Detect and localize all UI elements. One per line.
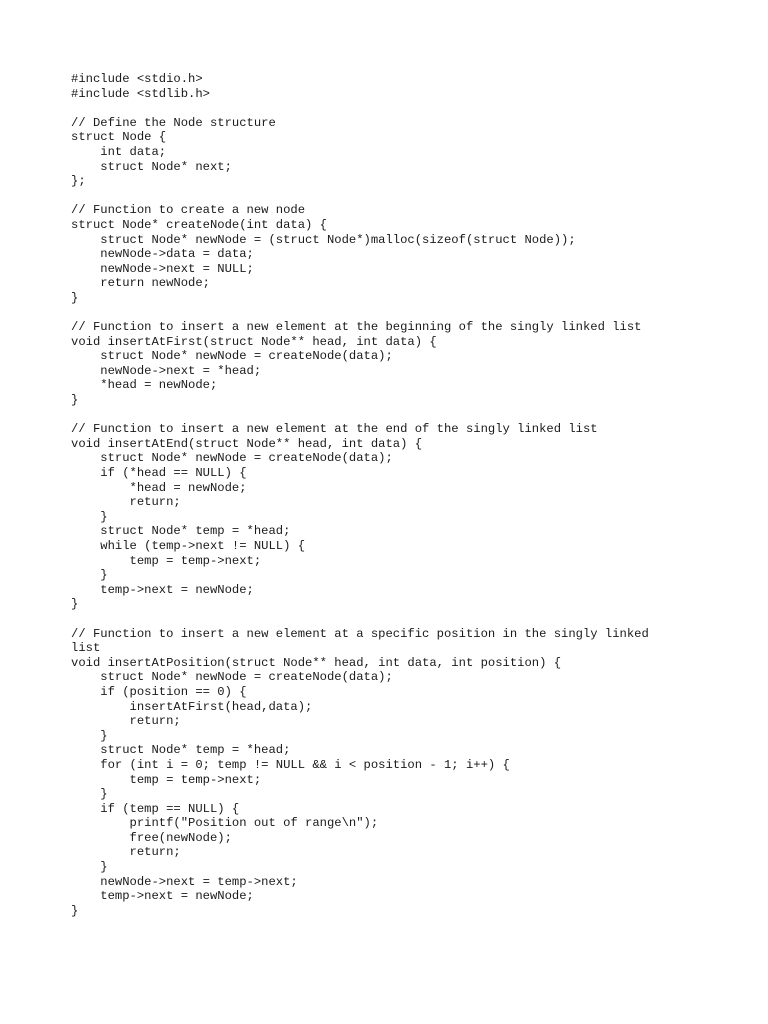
code-line: free(newNode);: [71, 830, 232, 845]
code-line: temp = temp->next;: [71, 553, 262, 568]
code-line: struct Node* newNode = createNode(data);: [71, 349, 393, 364]
code-line: for (int i = 0; temp != NULL && i < position - 1; i++) {: [71, 757, 510, 772]
code-line: return;: [71, 495, 181, 510]
code-line: #include <stdlib.h>: [71, 86, 210, 101]
code-line: struct Node* next;: [71, 159, 232, 174]
code-line: if (temp == NULL) {: [71, 801, 240, 816]
code-line: // Define the Node structure: [71, 115, 276, 130]
code-line: }: [71, 597, 79, 612]
code-line: int data;: [71, 144, 167, 159]
code-line: if (position == 0) {: [71, 684, 247, 699]
code-line: return;: [71, 845, 181, 860]
code-line: [71, 189, 649, 204]
code-line: struct Node {: [71, 130, 167, 145]
code-line: return newNode;: [71, 276, 210, 291]
code-line: struct Node* createNode(int data) {: [71, 217, 327, 232]
code-line: }: [71, 393, 79, 408]
code-line: insertAtFirst(head,data);: [71, 699, 313, 714]
code-line: temp = temp->next;: [71, 772, 262, 787]
code-line: struct Node* newNode = createNode(data);: [71, 451, 393, 466]
code-line: newNode->next = *head;: [71, 363, 262, 378]
code-line: if (*head == NULL) {: [71, 466, 247, 481]
code-line: struct Node* temp = *head;: [71, 743, 291, 758]
code-line: struct Node* temp = *head;: [71, 524, 291, 539]
code-line: // Function to insert a new element at the end of the singly linked list: [71, 422, 598, 437]
code-line: }: [71, 860, 108, 875]
code-line: temp->next = newNode;: [71, 582, 254, 597]
code-line: while (temp->next != NULL) {: [71, 539, 306, 553]
code-line: printf("Position out of range\n");: [71, 816, 379, 831]
code-line: #include <stdio.h>: [71, 72, 203, 86]
code-line: [71, 101, 649, 116]
code-line: }: [71, 568, 108, 583]
code-line: return;: [71, 714, 181, 729]
code-line: newNode->next = temp->next;: [71, 874, 298, 889]
code-line: // Function to insert a new element at a specific position in the singly linked: [71, 626, 649, 641]
code-line: struct Node* newNode = createNode(data);: [71, 670, 393, 685]
code-line: [71, 408, 649, 423]
code-line: struct Node* newNode = (struct Node*)malloc(sizeof(struct Node));: [71, 232, 576, 247]
code-line: void insertAtEnd(struct Node** head, int data) {: [71, 436, 423, 451]
code-line: }: [71, 509, 108, 524]
code-block: [71, 72, 649, 918]
code-line: }: [71, 290, 79, 305]
code-line: // Function to create a new node: [71, 203, 306, 218]
code-line: newNode->next = NULL;: [71, 261, 254, 276]
code-line: temp->next = newNode;: [71, 889, 254, 904]
code-line: // Function to insert a new element at the beginning of the singly linked list: [71, 320, 642, 335]
code-line: }: [71, 903, 79, 918]
code-line: }: [71, 787, 108, 802]
code-line: *head = newNode;: [71, 378, 218, 393]
code-line: [71, 306, 649, 321]
code-line: list: [71, 641, 101, 656]
code-line: newNode->data = data;: [71, 247, 254, 262]
code-line: *head = newNode;: [71, 480, 247, 495]
code-line: [71, 612, 649, 627]
code-line: }: [71, 728, 108, 743]
code-line: void insertAtPosition(struct Node** head, int data, int position) {: [71, 655, 562, 670]
code-line: };: [71, 174, 86, 189]
code-line: void insertAtFirst(struct Node** head, int data) {: [71, 334, 437, 349]
